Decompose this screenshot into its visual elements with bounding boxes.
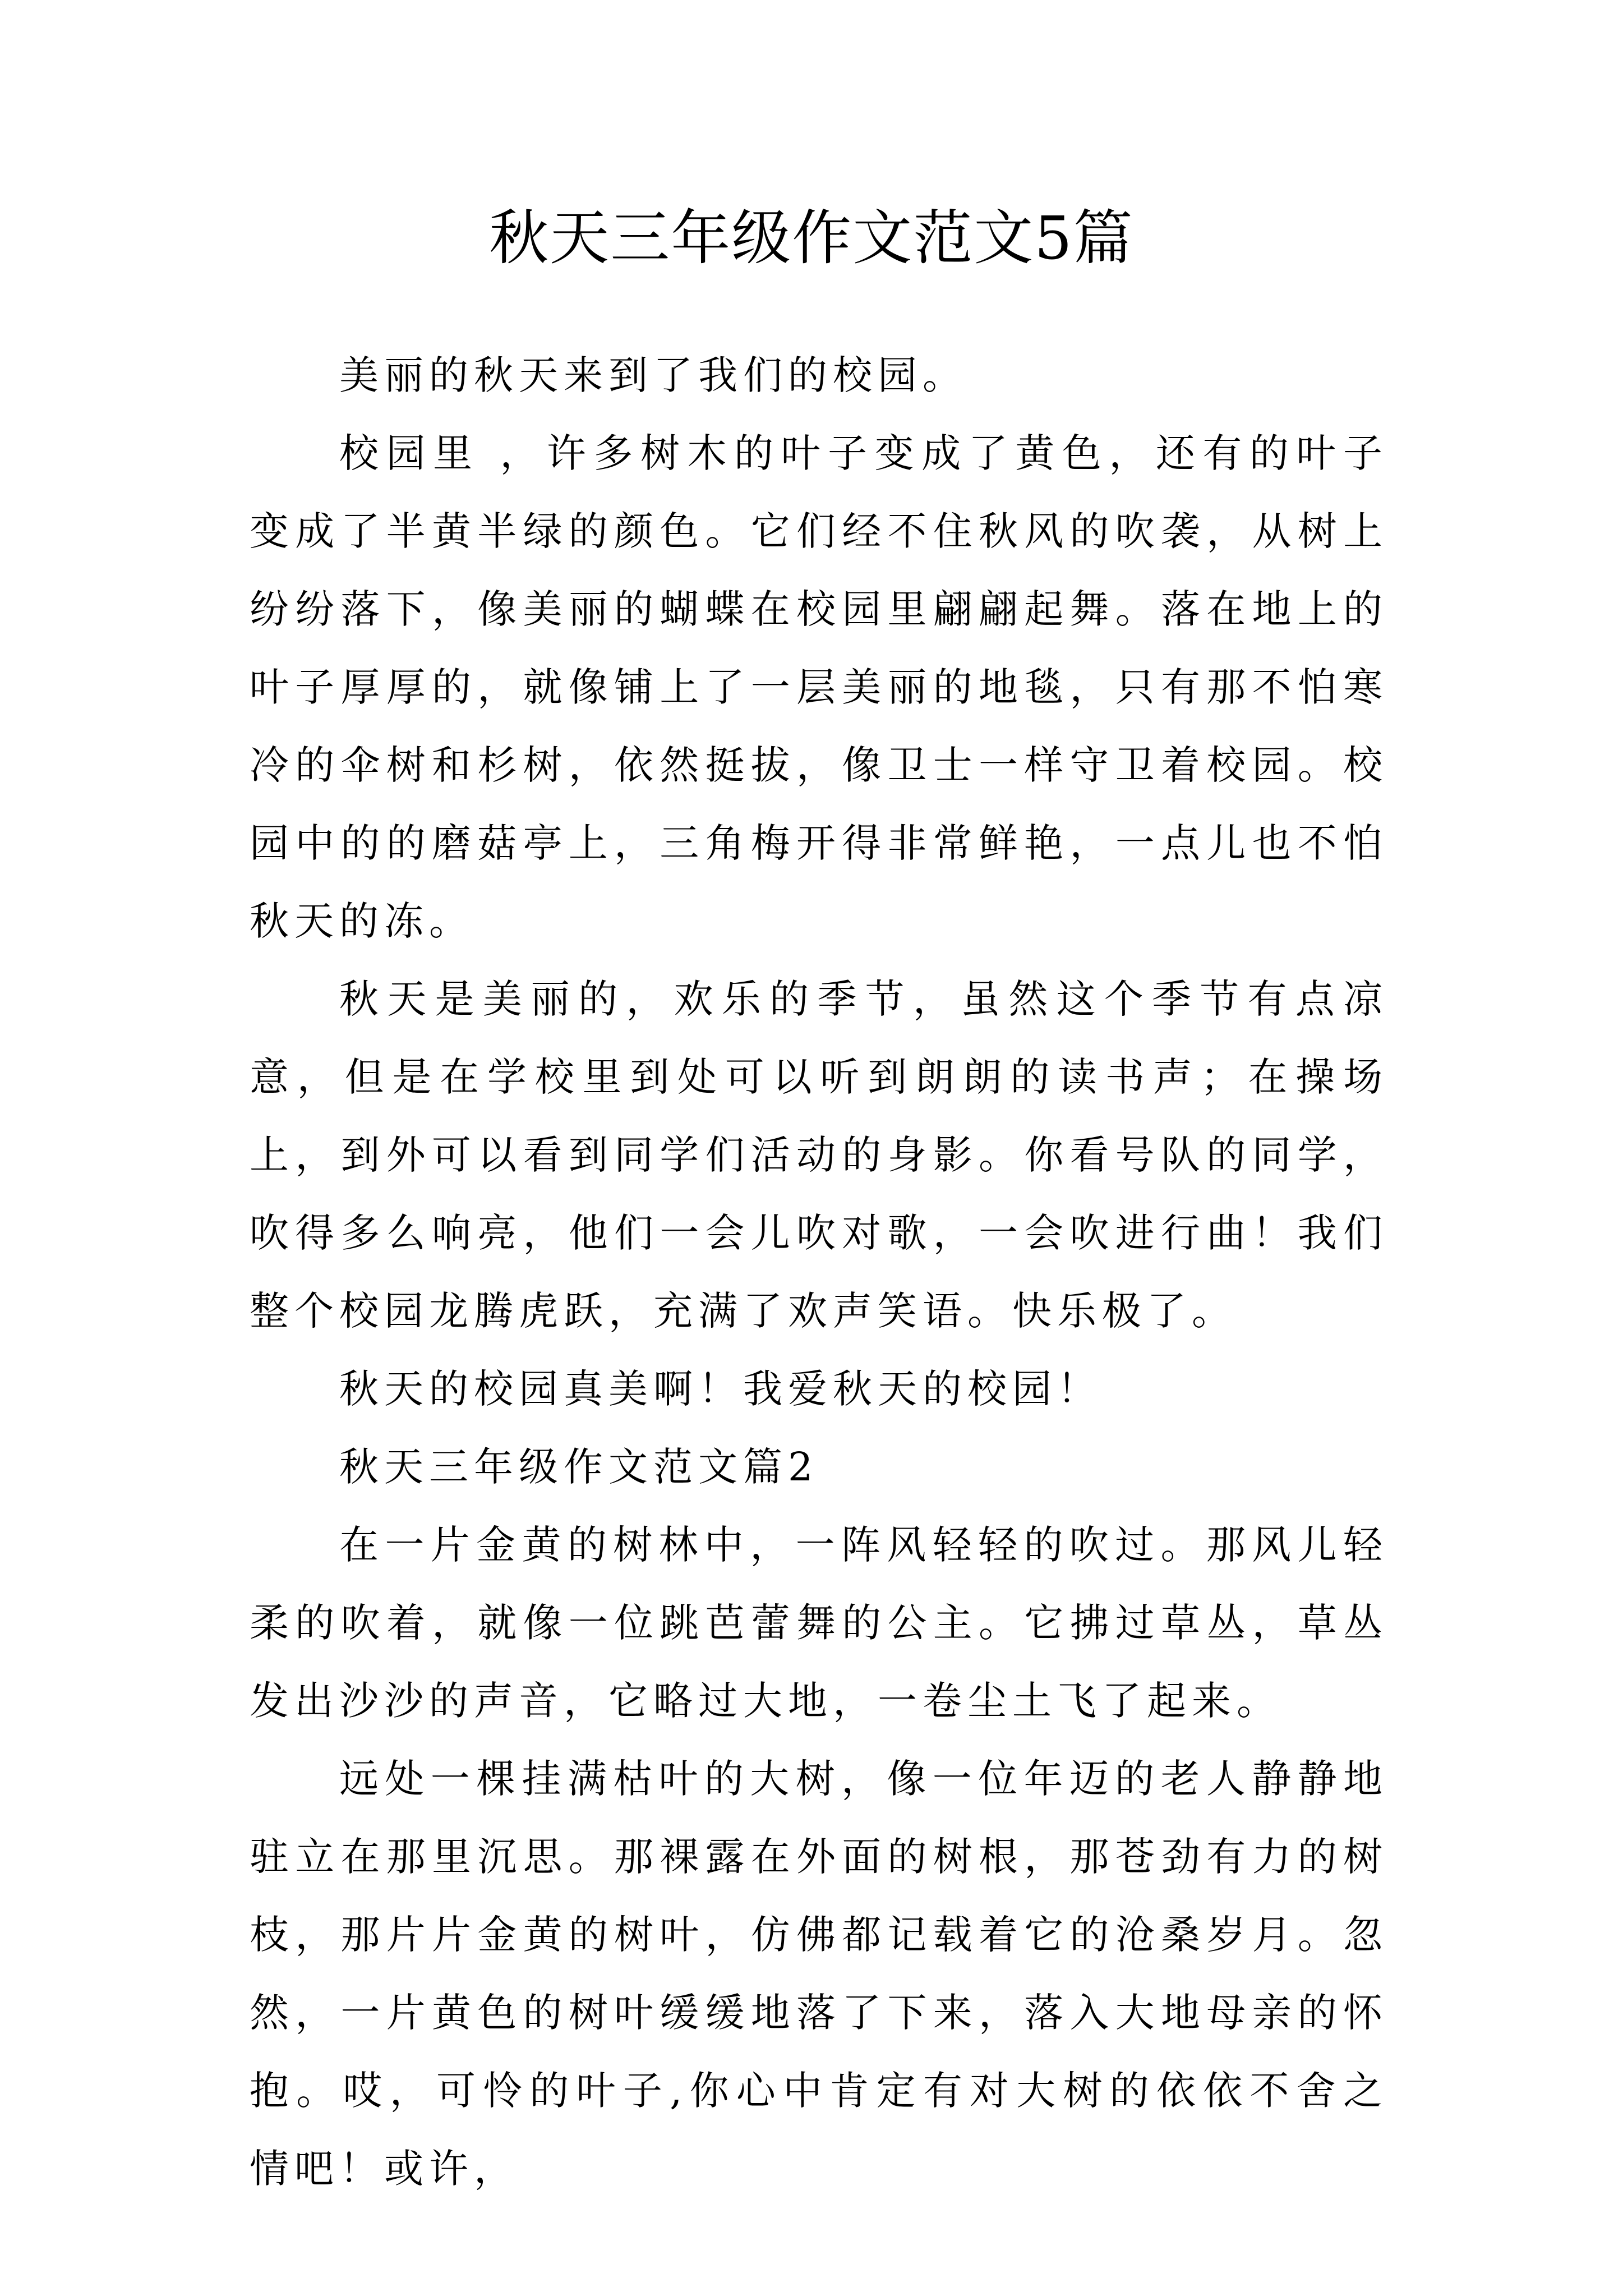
- paragraph-2: 校园里 ，许多树木的叶子变成了黄色，还有的叶子变成了半黄半绿的颜色。它们经不住秋风的吹袭，从树上纷纷落下，像美丽的蝴蝶在校园里翩翩起舞。落在地上的叶子厚厚的，就像铺上了一层美丽的地毯，只有那不怕寒冷的伞树和杉树，依然挺拔，像卫士一样守卫着校园。校园中的的磨菇亭上，三角梅开得非常鲜艳，一点儿也不怕秋天的冻。: [250, 430, 1388, 944]
- paragraph-6: 远处一棵挂满枯叶的大树，像一位年迈的老人静静地驻立在那里沉思。那裸露在外面的树根，那苍劲有力的树枝，那片片金黄的树叶，仿佛都记载着它的沧桑岁月。忽然，一片黄色的树叶缓缓地落了下来，落入大地母亲的怀抱。哎，可怜的叶子,你心中肯定有对大树的依依不舍之情吧！或许，: [250, 1756, 1388, 2192]
- document-body: [250, 337, 1388, 2208]
- paragraph-5: 在一片金黄的树林中，一阵风轻轻的吹过。那风儿轻柔的吹着，就像一位跳芭蕾舞的公主。它拂过草丛，草丛发出沙沙的声音，它略过大地，一卷尘土飞了起来。: [250, 1522, 1388, 1724]
- paragraph-1: 美丽的秋天来到了我们的校园。: [339, 352, 967, 398]
- paragraph-4: 秋天的校园真美啊！我爱秋天的校园！: [339, 1366, 1102, 1412]
- document-title: 秋天三年级作文范文5篇: [489, 204, 1134, 273]
- section-heading-2: 秋天三年级作文范文篇2: [339, 1444, 819, 1490]
- paragraph-3: 秋天是美丽的，欢乐的季节，虽然这个季节有点凉意，但是在学校里到处可以听到朗朗的读书声；在操场上，到外可以看到同学们活动的身影。你看号队的同学，吹得多么响亮，他们一会儿吹对歌，一会吹进行曲！我们整个校园龙腾虎跃，充满了欢声笑语。快乐极了。: [250, 976, 1388, 1334]
